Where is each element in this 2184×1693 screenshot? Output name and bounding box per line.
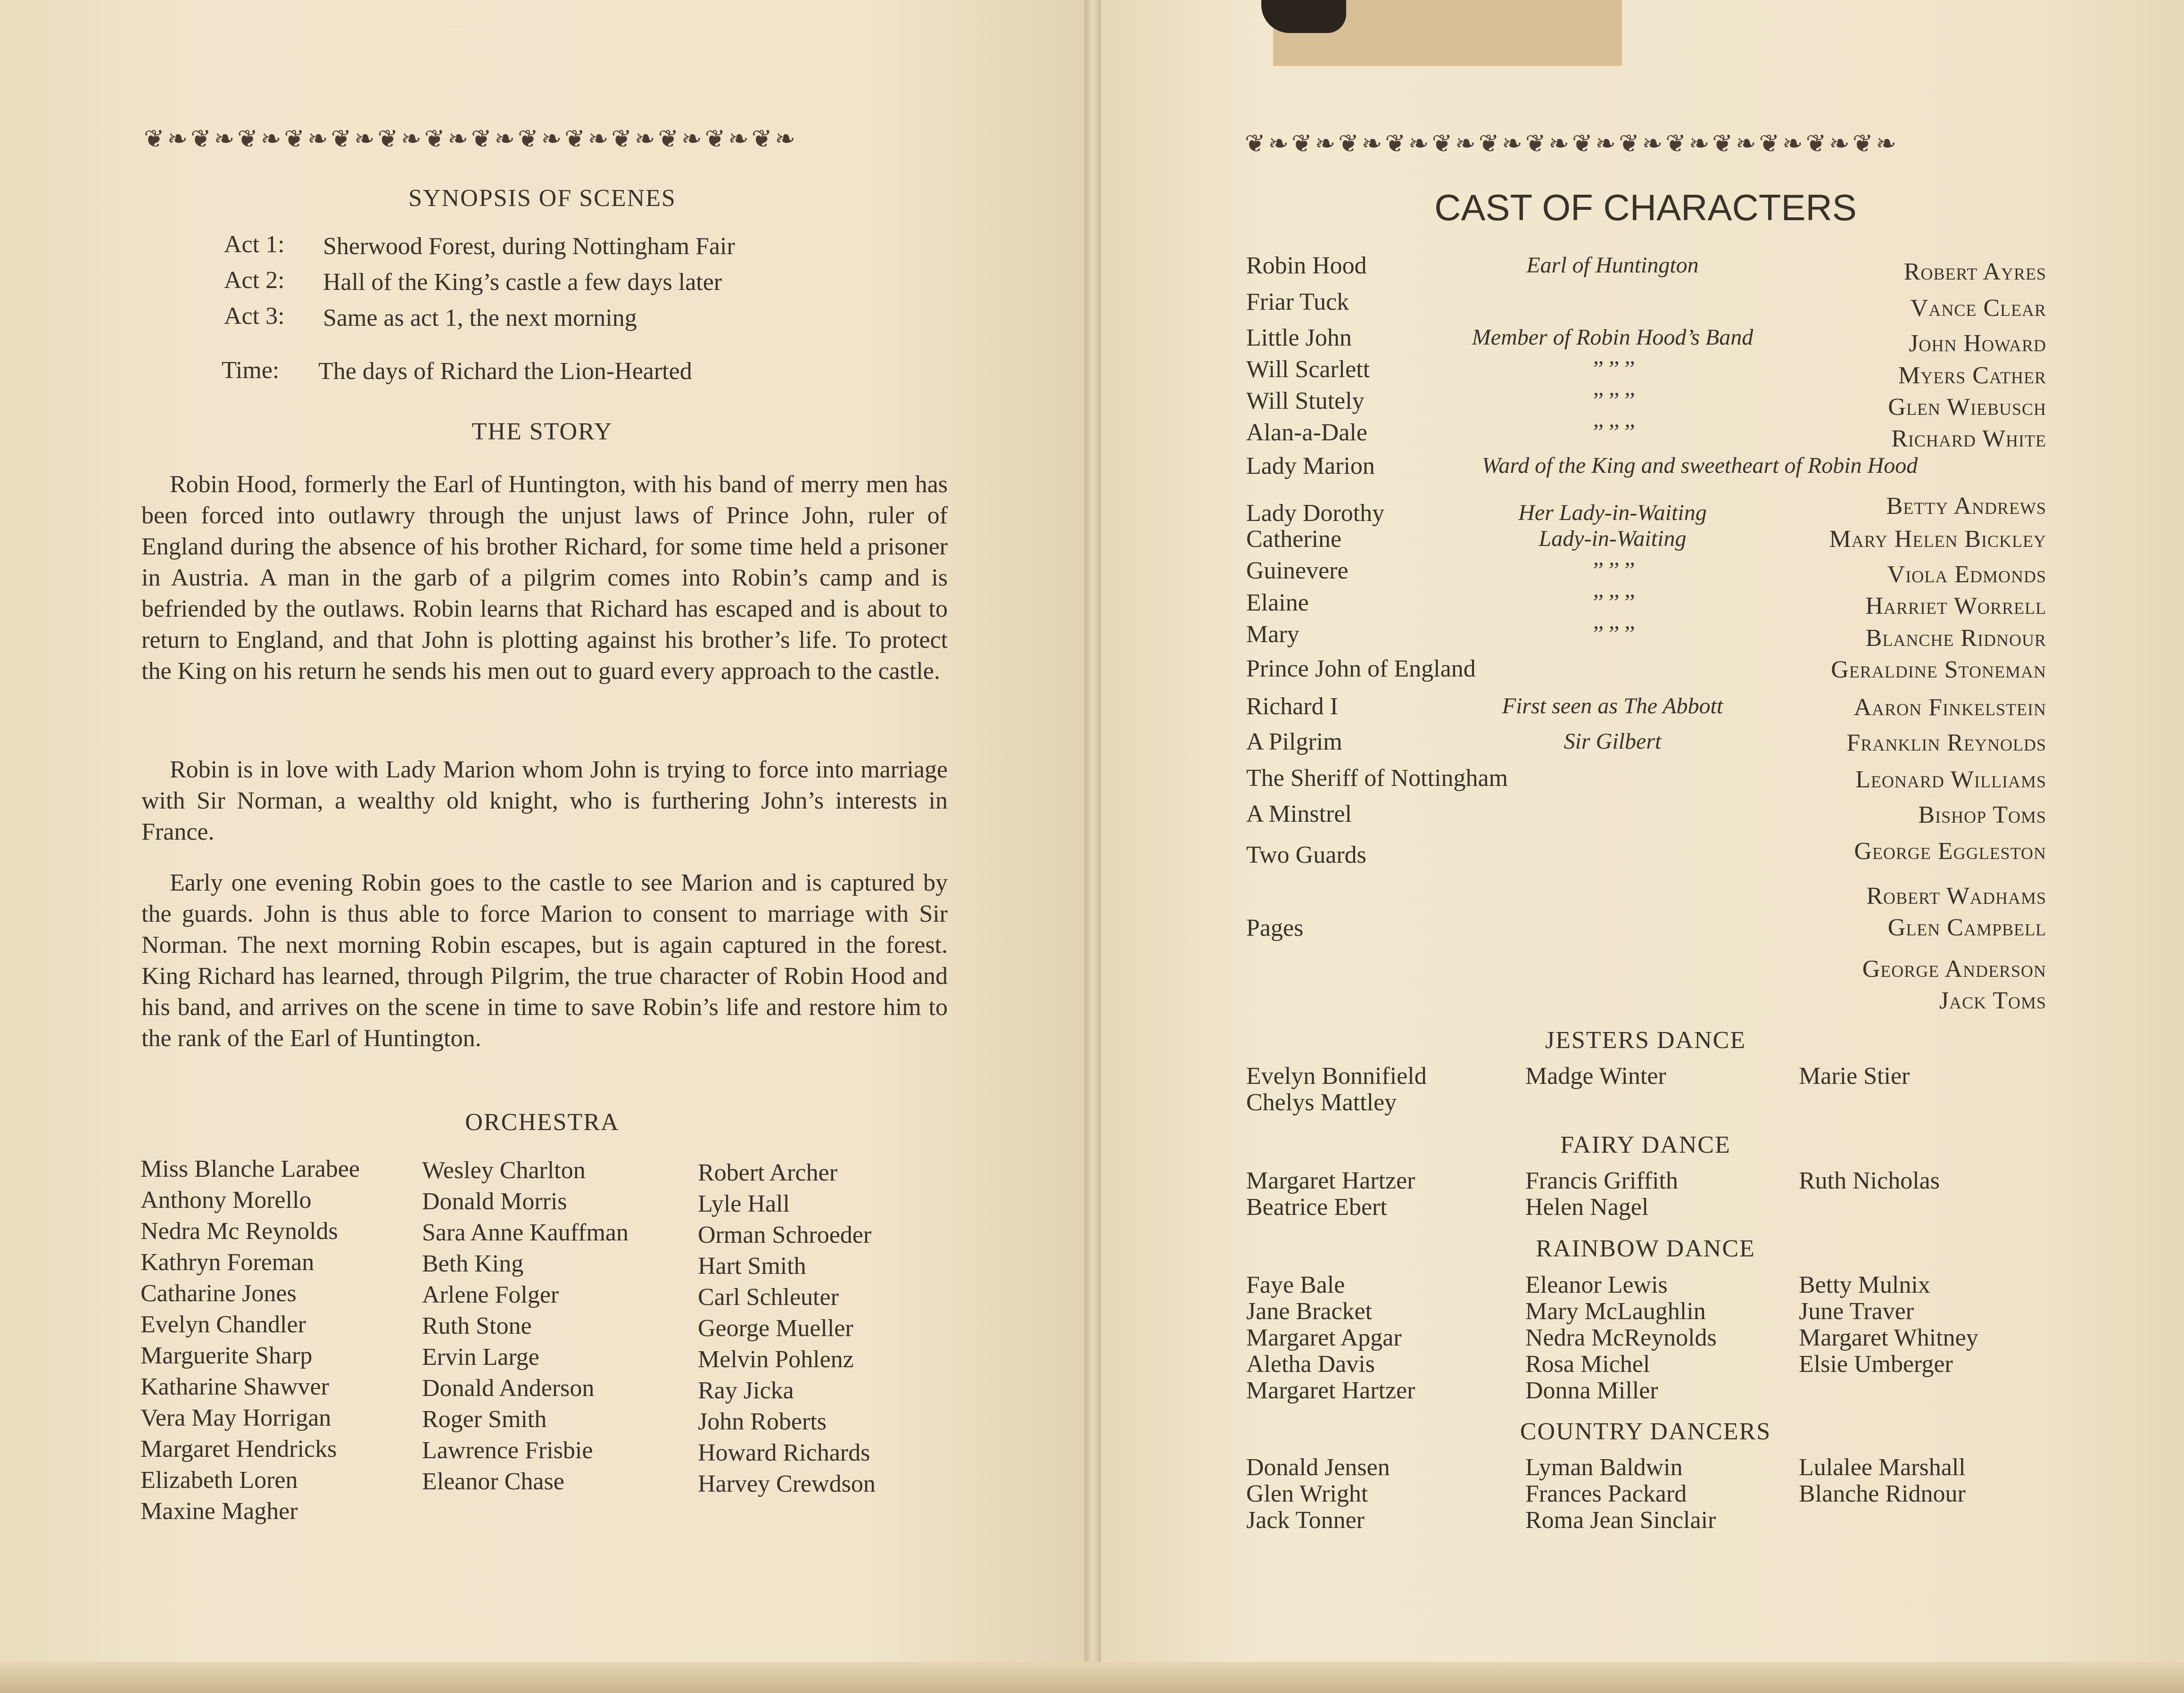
orchestra-member: Catharine Jones: [141, 1280, 297, 1307]
orchestra-member: Evelyn Chandler: [141, 1311, 306, 1338]
dancer-name: Ruth Nicholas: [1799, 1167, 1940, 1194]
act-label: Act 1:: [224, 231, 285, 258]
role-description: First seen as The Abbott: [1502, 694, 1723, 718]
dancer-column: [1799, 1454, 1966, 1507]
ornamental-border-right: ❦❧❦❧❦❧❦❧❦❧❦❧❦❧❦❧❦❧❦❧❦❧❦❧❦❧❦❧: [1245, 130, 1899, 158]
orchestra-title: ORCHESTRA: [465, 1109, 620, 1136]
actor-name: Myers Cather: [1898, 362, 2046, 389]
dancer-column: [1799, 1272, 1978, 1378]
dancer-column: [1525, 1063, 1666, 1090]
orchestra-member: Donald Morris: [422, 1188, 567, 1215]
actor-name: Geraldine Stoneman: [1831, 656, 2046, 683]
dance-title: JESTERS DANCE: [1545, 1027, 1746, 1054]
orchestra-column-1: [141, 1154, 360, 1527]
role-name: A Pilgrim: [1246, 728, 1342, 755]
orchestra-member: Carl Schleuter: [698, 1284, 839, 1311]
role-name: Lady Dorothy: [1246, 500, 1385, 527]
act-text: Hall of the King’s castle a few days later: [323, 269, 722, 296]
orchestra-member: Howard Richards: [698, 1439, 870, 1466]
role-description: ’’ ’’ ’’: [1590, 420, 1635, 445]
role-name: A Minstrel: [1246, 801, 1352, 827]
actor-name: Aaron Finkelstein: [1853, 694, 2046, 721]
actor-name: Leonard Williams: [1855, 766, 2046, 793]
dancer-name: Blanche Ridnour: [1799, 1480, 1966, 1507]
orchestra-member: Eleanor Chase: [422, 1468, 564, 1495]
dance-title: FAIRY DANCE: [1560, 1131, 1731, 1158]
role-description: Member of Robin Hood’s Band: [1472, 325, 1754, 350]
role-description: ’’ ’’ ’’: [1590, 590, 1635, 615]
dancer-name: Rosa Michel: [1525, 1351, 1650, 1378]
orchestra-member: Hart Smith: [698, 1253, 806, 1280]
orchestra-member: Marguerite Sharp: [141, 1342, 313, 1369]
orchestra-member: Melvin Pohlenz: [698, 1346, 854, 1373]
dancer-name: Nedra McReynolds: [1525, 1324, 1717, 1351]
role-description: ’’ ’’ ’’: [1590, 388, 1635, 413]
orchestra-member: Harvey Crewdson: [698, 1470, 876, 1497]
dancer-name: Francis Griffith: [1525, 1167, 1678, 1194]
dancer-name: Margaret Hartzer: [1246, 1377, 1415, 1404]
role-description: Earl of Huntington: [1526, 253, 1699, 278]
orchestra-member: John Roberts: [698, 1408, 827, 1435]
role-name: Will Stutely: [1246, 388, 1365, 414]
actor-name: Robert Ayres: [1903, 258, 2046, 285]
actor-name: Vance Clear: [1910, 295, 2046, 322]
dancer-column: [1525, 1454, 1716, 1534]
role-description: Lady-in-Waiting: [1539, 526, 1687, 551]
actor-name: Blanche Ridnour: [1865, 625, 2046, 652]
role-name: Pages: [1246, 915, 1304, 941]
role-name: Elaine: [1246, 589, 1309, 616]
dancer-name: Beatrice Ebert: [1246, 1194, 1387, 1221]
story-paragraph: Robin is in love with Lady Marion whom John is trying to force into marriage with Sir Norman, a wealthy old knight, who is furthering John’s interests in France.: [141, 756, 948, 845]
role-description: ’’ ’’ ’’: [1590, 621, 1635, 646]
actor-name: Jack Toms: [1939, 987, 2046, 1014]
dancer-column: [1246, 1454, 1390, 1534]
orchestra-member: Lyle Hall: [698, 1190, 790, 1217]
dancer-name: Glen Wright: [1246, 1480, 1368, 1507]
orchestra-member: Ray Jicka: [698, 1377, 794, 1404]
orchestra-member: Ruth Stone: [422, 1313, 532, 1339]
actor-name: Glen Campbell: [1887, 914, 2046, 941]
role-description: ’’ ’’ ’’: [1590, 558, 1635, 583]
dancer-name: Lulalee Marshall: [1799, 1454, 1966, 1481]
page-bottom-edge: [0, 1662, 2184, 1693]
act-text: Sherwood Forest, during Nottingham Fair: [323, 233, 735, 260]
act-label: Act 2:: [224, 267, 285, 294]
orchestra-member: Roger Smith: [422, 1406, 547, 1433]
orchestra-member: Wesley Charlton: [422, 1157, 586, 1184]
act-label: Act 3:: [224, 303, 285, 330]
actor-name: Robert Wadhams: [1866, 883, 2046, 909]
orchestra-column-3: [698, 1157, 876, 1500]
orchestra-member: Sara Anne Kauffman: [422, 1219, 629, 1246]
story-paragraph: Early one evening Robin goes to the castle to see Marion and is captured by the guards. John is thus able to force Marion to consent to marriage with Sir Norman. The next morning Robin escapes, but is again captured in the forest. King Richard has learned, through Pilgrim, the true character of Robin Hood and his band, and arrives on the scene in time to save Robin’s life and restore him to the rank of the Earl of Huntington.: [141, 869, 948, 1052]
dancer-name: Margaret Hartzer: [1246, 1167, 1415, 1194]
role-name: Mary: [1246, 621, 1299, 648]
orchestra-member: Ervin Large: [422, 1344, 539, 1371]
role-name: Little John: [1246, 324, 1352, 351]
role-description: Her Lady-in-Waiting: [1518, 500, 1707, 525]
story-paragraph: Robin Hood, formerly the Earl of Huntington, with his band of merry men has been forced into outlawry through the unjust laws of Prince John, ruler of England during the absence of his brother Richard, for some time held a prisoner in Austria. A man in the garb of a pilgrim comes into Robin’s camp and is befriended by the outlaws. Robin learns that Richard has escaped and is about to return to England, and that John is plotting against his brother’s life. To protect the King on his return he sends his men out to guard every approach to the castle.: [141, 471, 948, 685]
actor-name: Richard White: [1891, 425, 2046, 452]
orchestra-member: Lawrence Frisbie: [422, 1437, 593, 1464]
time-text: The days of Richard the Lion-Hearted: [318, 358, 692, 385]
role-name: Catherine: [1246, 526, 1342, 553]
dancer-column: [1246, 1168, 1415, 1221]
dancer-name: Donna Miller: [1525, 1377, 1658, 1404]
dance-title: RAINBOW DANCE: [1536, 1235, 1755, 1262]
orchestra-member: Beth King: [422, 1250, 524, 1277]
dancer-name: Marie Stier: [1799, 1063, 1910, 1090]
dancer-name: Faye Bale: [1246, 1272, 1345, 1298]
act-text: Same as act 1, the next morning: [323, 305, 637, 331]
dancer-name: Margaret Apgar: [1246, 1324, 1402, 1351]
orchestra-member: Robert Archer: [698, 1159, 838, 1186]
tape-tear: [1261, 0, 1346, 33]
role-name: Robin Hood: [1246, 252, 1367, 279]
orchestra-column-2: [422, 1155, 629, 1497]
time-label: Time:: [222, 357, 280, 384]
dancer-name: Jack Tonner: [1246, 1507, 1365, 1534]
actor-name: Franklin Reynolds: [1846, 729, 2046, 756]
dancer-name: June Traver: [1799, 1298, 1914, 1325]
dancer-name: Donald Jensen: [1246, 1454, 1390, 1481]
cast-title: CAST OF CHARACTERS: [1434, 187, 1857, 228]
orchestra-member: Margaret Hendricks: [141, 1436, 337, 1462]
dancer-name: Frances Packard: [1525, 1480, 1687, 1507]
role-description: Ward of the King and sweetheart of Robin Hood: [1481, 453, 1918, 478]
orchestra-member: Arlene Folger: [422, 1281, 559, 1308]
actor-name: John Howard: [1909, 330, 2046, 357]
synopsis-title: SYNOPSIS OF SCENES: [408, 185, 676, 212]
orchestra-member: Donald Anderson: [422, 1375, 595, 1402]
dancer-column: [1525, 1272, 1717, 1404]
dancer-column: [1799, 1063, 1910, 1090]
dancer-name: Madge Winter: [1525, 1063, 1666, 1090]
ornamental-border-left: ❦❧❦❧❦❧❦❧❦❧❦❧❦❧❦❧❦❧❦❧❦❧❦❧❦❧❦❧: [144, 125, 798, 153]
actor-name: Betty Andrews: [1886, 493, 2046, 520]
dancer-column: [1246, 1063, 1427, 1116]
actor-name: Bishop Toms: [1918, 801, 2046, 828]
dance-title: COUNTRY DANCERS: [1520, 1418, 1771, 1445]
actor-name: Glen Wiebusch: [1888, 394, 2046, 421]
orchestra-member: Miss Blanche Larabee: [141, 1156, 360, 1182]
role-name: Two Guards: [1246, 842, 1366, 868]
dancer-name: Aletha Davis: [1246, 1351, 1375, 1378]
role-name: Lady Marion: [1246, 453, 1375, 479]
dancer-name: Lyman Baldwin: [1525, 1454, 1683, 1481]
dancer-column: [1525, 1168, 1678, 1221]
actor-name: George Anderson: [1862, 956, 2046, 983]
orchestra-member: Nedra Mc Reynolds: [141, 1218, 338, 1245]
orchestra-member: Kathryn Foreman: [141, 1249, 314, 1276]
orchestra-member: Anthony Morello: [141, 1187, 312, 1214]
dancer-name: Evelyn Bonnifield: [1246, 1063, 1427, 1090]
role-name: Richard I: [1246, 693, 1338, 720]
role-description: Sir Gilbert: [1564, 729, 1662, 754]
dancer-name: Betty Mulnix: [1799, 1272, 1930, 1298]
role-description: ’’ ’’ ’’: [1590, 356, 1635, 381]
dancer-name: Eleanor Lewis: [1525, 1272, 1668, 1298]
role-name: Guinevere: [1246, 557, 1348, 584]
role-name: Will Scarlett: [1246, 356, 1370, 383]
dancer-column: [1246, 1272, 1415, 1404]
role-name: Prince John of England: [1246, 655, 1476, 682]
dancer-name: Helen Nagel: [1525, 1194, 1649, 1221]
orchestra-member: George Mueller: [698, 1315, 853, 1342]
dancer-name: Jane Bracket: [1246, 1298, 1373, 1325]
dancer-name: Roma Jean Sinclair: [1525, 1507, 1716, 1534]
actor-name: Mary Helen Bickley: [1829, 526, 2046, 553]
actor-name: Viola Edmonds: [1887, 561, 2046, 588]
actor-name: George Eggleston: [1854, 838, 2046, 865]
story-title: THE STORY: [472, 418, 613, 445]
dancer-name: Chelys Mattley: [1246, 1089, 1397, 1116]
dancer-name: Elsie Umberger: [1799, 1351, 1953, 1378]
page-gutter: [1084, 0, 1101, 1693]
orchestra-member: Vera May Horrigan: [141, 1404, 331, 1431]
role-name: Friar Tuck: [1246, 289, 1349, 315]
actor-name: Harriet Worrell: [1865, 593, 2046, 619]
orchestra-member: Maxine Magher: [141, 1498, 298, 1525]
orchestra-member: Elizabeth Loren: [141, 1467, 298, 1494]
role-name: Alan-a-Dale: [1246, 419, 1367, 446]
orchestra-member: Orman Schroeder: [698, 1222, 872, 1248]
orchestra-member: Katharine Shawver: [141, 1373, 329, 1400]
dancer-column: [1799, 1168, 1940, 1194]
role-name: The Sheriff of Nottingham: [1246, 765, 1508, 792]
dancer-name: Mary McLaughlin: [1525, 1298, 1706, 1325]
dancer-name: Margaret Whitney: [1799, 1324, 1978, 1351]
